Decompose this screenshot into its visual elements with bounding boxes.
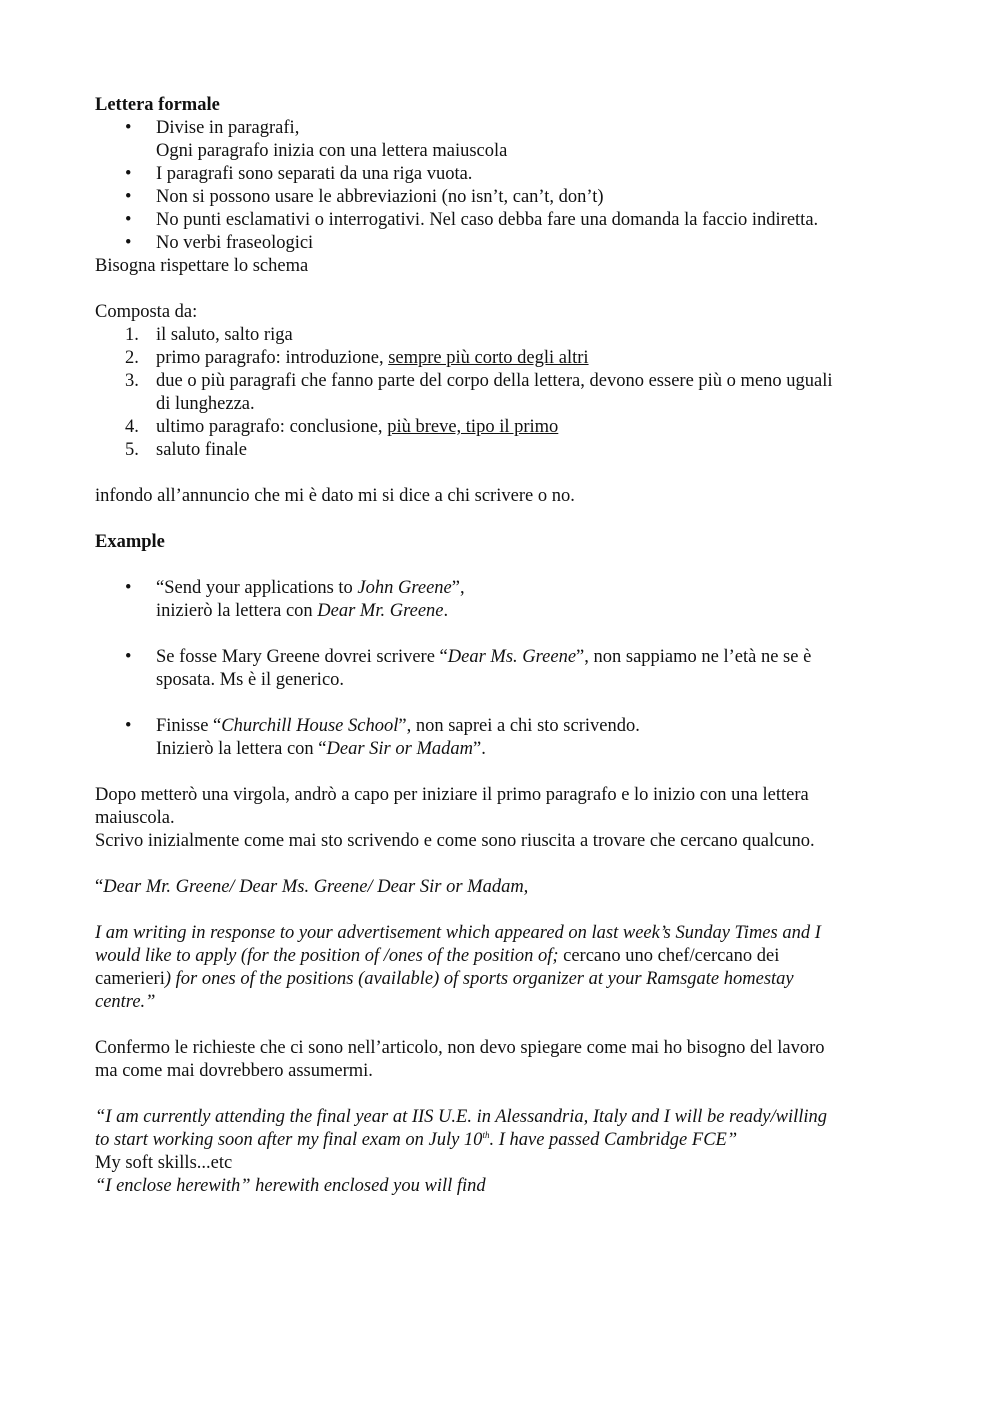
annuncio-note: infondo all’annuncio che mi è dato mi si dice a chi scrivere o no. [95, 486, 575, 506]
item-number: 1. [125, 325, 139, 345]
example-item: • “Send your applications to John Greene”, [125, 578, 465, 598]
document-page [95, 94, 915, 1198]
paragraph-line: ma come mai dovrebbero assumermi. [95, 1061, 373, 1081]
bullet-icon: • [125, 118, 132, 138]
blank-line [95, 1083, 915, 1106]
example-item: • Se fosse Mary Greene dovrei scrivere “Dear Ms. Greene”, non sappiamo ne l’età ne se è [125, 647, 812, 667]
underlined-text: più breve, tipo il primo [387, 417, 559, 437]
bullet-icon: • [125, 578, 132, 598]
numbered-item-continuation: di lunghezza. [156, 394, 255, 414]
closing-section [95, 1106, 915, 1198]
blank-line [95, 761, 915, 784]
example-item-continuation: sposata. Ms è il generico. [156, 670, 345, 690]
paragraph-line: to start working soon after my final exam on July 10th. I have passed Cambridge FCE” [95, 1130, 738, 1150]
paragraph-line: Scrivo inizialmente come mai sto scrivendo e come sono riuscita a trovare che cercano qualcuno. [95, 831, 815, 851]
bullet-icon: • [125, 716, 132, 736]
list-item: • I paragrafi sono separati da una riga vuota. [125, 164, 473, 184]
soft-skills-line: My soft skills...etc [95, 1153, 233, 1173]
numbered-item: 1. il saluto, salto riga [125, 325, 293, 345]
numbered-item: 5. saluto finale [125, 440, 247, 460]
paragraph-line: I am writing in response to your advertisement which appeared on last week’s Sunday Times and I [95, 923, 821, 943]
blank-line [95, 554, 915, 577]
paragraph-line: maiuscola. [95, 808, 175, 828]
item-number: 5. [125, 440, 139, 460]
list-item: • No verbi fraseologici [125, 233, 314, 253]
underlined-text: sempre più corto degli altri [388, 348, 589, 368]
numbered-item: 2. primo paragrafo: introduzione, sempre più corto degli altri [125, 348, 589, 368]
bullet-icon: • [125, 210, 132, 230]
example-heading: Example [95, 532, 165, 552]
paragraph-line: centre.” [95, 992, 156, 1012]
sample-salutation: “Dear Mr. Greene/ Dear Ms. Greene/ Dear Sir or Madam, [95, 877, 529, 897]
list-item-continuation: Ogni paragrafo inizia con una lettera maiuscola [156, 141, 508, 161]
blank-line [95, 1014, 915, 1037]
list-item: • No punti esclamativi o interrogativi. Nel caso debba fare una domanda la faccio indiretta. [125, 210, 819, 230]
structure-list [95, 324, 915, 462]
paragraph-line: camerieri) for ones of the positions (available) of sports organizer at your Ramsgate homestay [95, 969, 794, 989]
example-item: • Finisse “Churchill House School”, non saprei a chi sto scrivendo. [125, 716, 640, 736]
document-heading: Lettera formale [95, 95, 220, 115]
blank-line [95, 623, 915, 646]
blank-line [95, 853, 915, 876]
bullet-icon: • [125, 164, 132, 184]
item-number: 2. [125, 348, 139, 368]
examples-list [95, 577, 915, 761]
enclose-line: “I enclose herewith” herewith enclosed you will find [95, 1176, 486, 1196]
paragraph-line: Confermo le richieste che ci sono nell’articolo, non devo spiegare come mai ho bisogno del lavoro [95, 1038, 825, 1058]
numbered-item: 4. ultimo paragrafo: conclusione, più breve, tipo il primo [125, 417, 559, 437]
blank-line [95, 278, 915, 301]
bullet-icon: • [125, 233, 132, 253]
paragraph-line: would like to apply (for the position of /ones of the position of; cercano uno chef/cercano dei [95, 946, 780, 966]
item-number: 4. [125, 417, 139, 437]
list-item: • Divise in paragrafi, [125, 118, 300, 138]
example-item-continuation: Inizierò la lettera con “Dear Sir or Madam”. [156, 739, 486, 759]
blank-line [95, 462, 915, 485]
item-number: 3. [125, 371, 139, 391]
blank-line [95, 899, 915, 922]
bullet-icon: • [125, 647, 132, 667]
blank-line [95, 692, 915, 715]
numbered-item: 3. due o più paragrafi che fanno parte del corpo della lettera, devono essere più o meno uguali [125, 371, 833, 391]
example-item-continuation: inizierò la lettera con Dear Mr. Greene. [156, 601, 449, 621]
schema-note: Bisogna rispettare lo schema [95, 256, 309, 276]
list-item: • Non si possono usare le abbreviazioni (no isn’t, can’t, don’t) [125, 187, 604, 207]
sample-paragraph [95, 922, 915, 1014]
superscript: th [482, 1130, 490, 1140]
blank-line [95, 508, 915, 531]
paragraph-line: Dopo metterò una virgola, andrò a capo per iniziare il primo paragrafo e lo inizio con una lettera [95, 785, 809, 805]
bullet-icon: • [125, 187, 132, 207]
paragraph-line: “I am currently attending the final year at IIS U.E. in Alessandria, Italy and I will be ready/willing [95, 1107, 828, 1127]
rules-list [95, 117, 915, 255]
composta-label: Composta da: [95, 302, 198, 322]
